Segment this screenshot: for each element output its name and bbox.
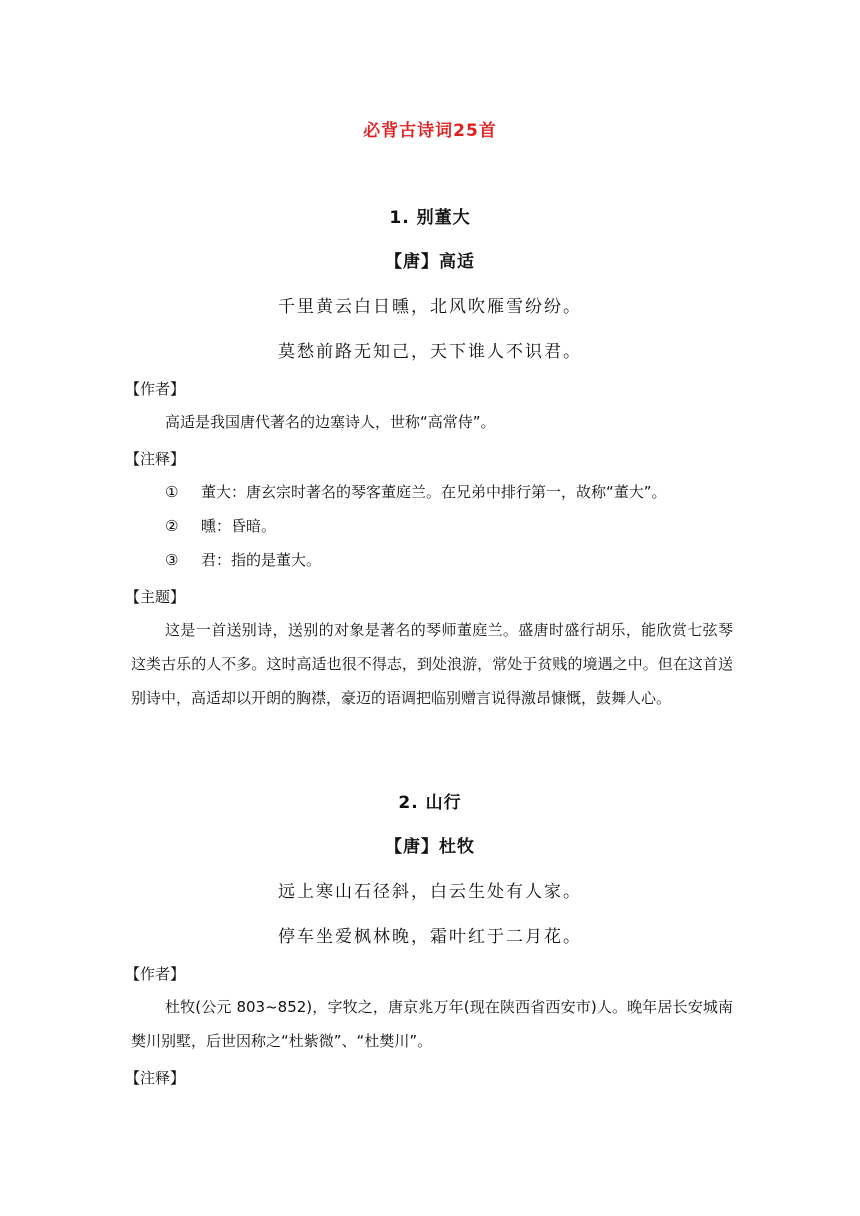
poem-line: 莫愁前路无知己，天下谁人不识君。 [278,342,582,362]
poem-line: 远上寒山石径斜，白云生处有人家。 [278,882,582,902]
author-paragraph: 杜牧(公元 803~852)，字牧之，唐京兆万年(现在陕西省西安市)人。晚年居长安城南樊川别墅，后世因称之“杜紫微”、“杜樊川”。 [131,998,733,1050]
author-paragraph: 高适是我国唐代著名的边塞诗人，世称“高常侍”。 [165,413,496,431]
note-text: 董大：唐玄宗时著名的琴客董庭兰。在兄弟中排行第一，故称“董大”。 [201,483,667,501]
poem-title: 1. 别董大 [389,208,471,228]
poem-section-2 [0,788,860,1094]
poem-line: 千里黄云白日曛，北风吹雁雪纷纷。 [278,297,582,317]
note-text: 君：指的是董大。 [201,551,322,569]
note-number: ② [165,517,179,535]
note-item [165,543,860,577]
note-text: 曛：昏暗。 [201,517,277,535]
poem-author: 【唐】杜牧 [385,837,475,857]
note-number: ① [165,483,179,501]
note-item [165,509,860,543]
note-number: ③ [165,551,179,569]
notes-section-label: 【注释】 [125,450,186,468]
poem-author: 【唐】高适 [385,252,475,272]
notes-section-label: 【注释】 [125,1069,186,1087]
note-item [165,475,860,509]
author-section-label: 【作者】 [125,380,186,398]
poem-line: 停车坐爱枫林晚，霜叶红于二月花。 [278,927,582,947]
theme-section-label: 【主题】 [125,588,186,606]
author-section-label: 【作者】 [125,965,186,983]
theme-paragraph: 这是一首送别诗，送别的对象是著名的琴师董庭兰。盛唐时盛行胡乐，能欣赏七弦琴这类古乐的人不多。这时高适也很不得志，到处浪游，常处于贫贱的境遇之中。但在这首送别诗中，高适却以开朗的胸襟，豪迈的语调把临别赠言说得激昂慷慨，鼓舞人心。 [131,621,733,707]
document-title: 必背古诗词25首 [363,121,497,141]
poem-section-1 [0,203,860,715]
poem-title: 2. 山行 [398,793,462,813]
